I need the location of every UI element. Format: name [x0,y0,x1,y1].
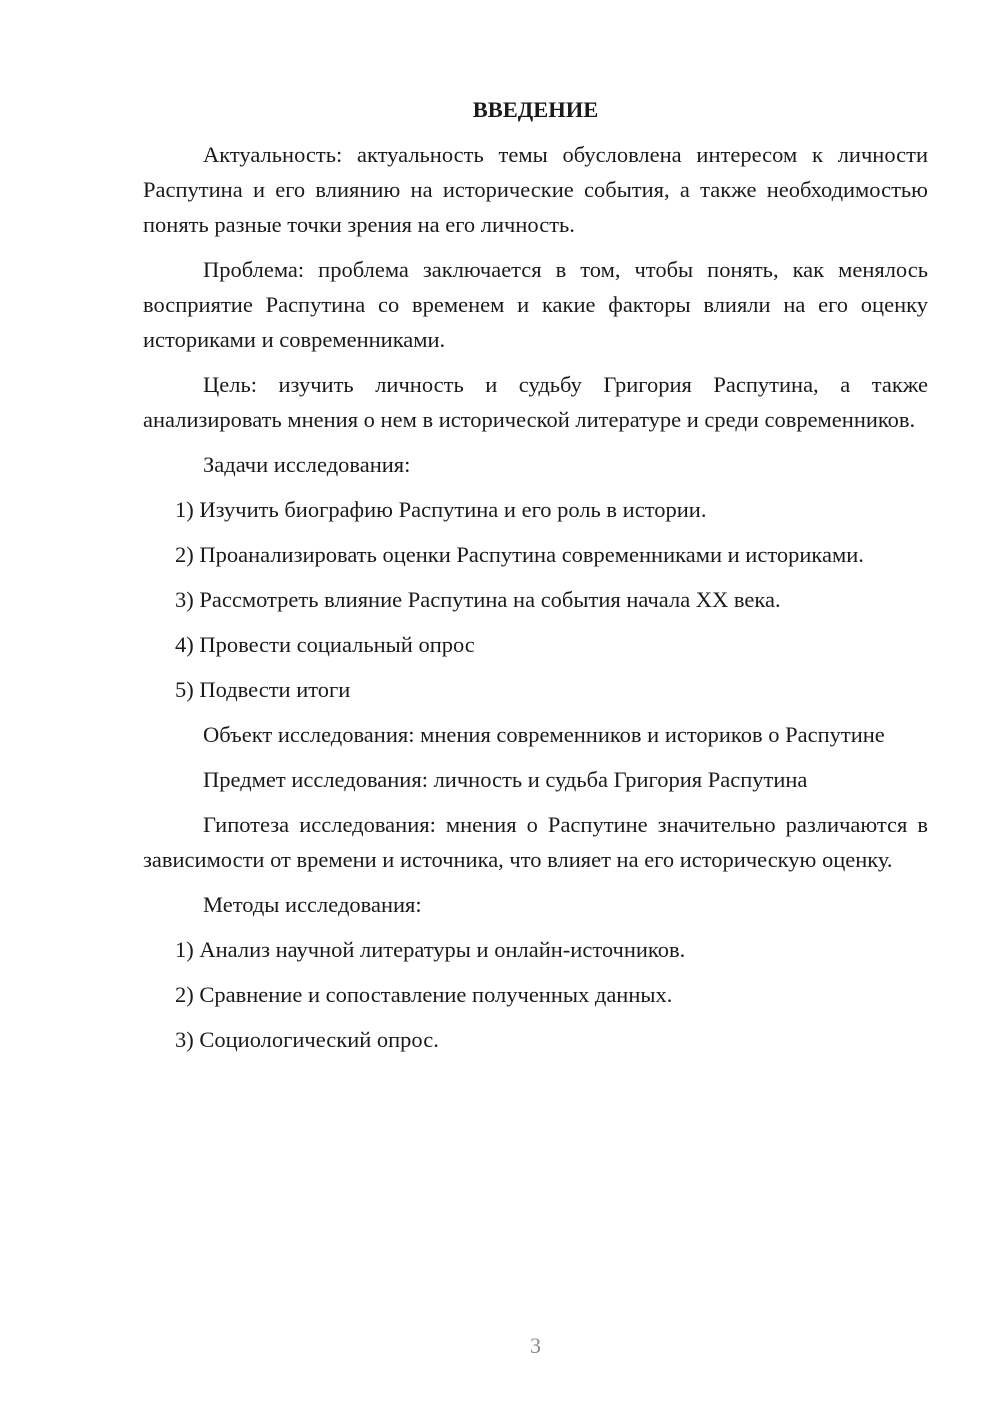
paragraph-subject: Предмет исследования: личность и судьба Григория Распутина [203,767,808,792]
task-item-4: 4) Провести социальный опрос [175,632,475,657]
page-content [143,92,928,1067]
task-item-5: 5) Подвести итоги [175,677,351,702]
paragraph-problem: Проблема: проблема заключается в том, чтобы понять, как менялось восприятие Распутина со временем и какие факторы влияли на его оценку историками и современниками. [143,257,928,352]
method-item-1: 1) Анализ научной литературы и онлайн-источников. [175,937,686,962]
task-item-2: 2) Проанализировать оценки Распутина современниками и историками. [175,542,864,567]
task-item-1: 1) Изучить биографию Распутина и его роль в истории. [175,497,707,522]
task-item-3: 3) Рассмотреть влияние Распутина на события начала XX века. [175,587,781,612]
paragraph-methods-heading: Методы исследования: [203,892,422,917]
section-title: ВВЕДЕНИЕ [472,97,599,122]
paragraph-object: Объект исследования: мнения современников и историков о Распутине [203,722,885,747]
page-number: 3 [530,1333,541,1358]
paragraph-hypothesis: Гипотеза исследования: мнения о Распутине значительно различаются в зависимости от времени и источника, что влияет на его историческую оценку. [143,812,928,872]
paragraph-relevance: Актуальность: актуальность темы обусловлена интересом к личности Распутина и его влиянию на исторические события, а также необходимостью понять разные точки зрения на его личность. [143,142,928,237]
paragraph-tasks-heading: Задачи исследования: [203,452,411,477]
paragraph-goal: Цель: изучить личность и судьбу Григория Распутина, а также анализировать мнения о нем в исторической литературе и среди современников. [143,372,928,432]
method-item-2: 2) Сравнение и сопоставление полученных данных. [175,982,673,1007]
method-item-3: 3) Социологический опрос. [175,1027,439,1052]
